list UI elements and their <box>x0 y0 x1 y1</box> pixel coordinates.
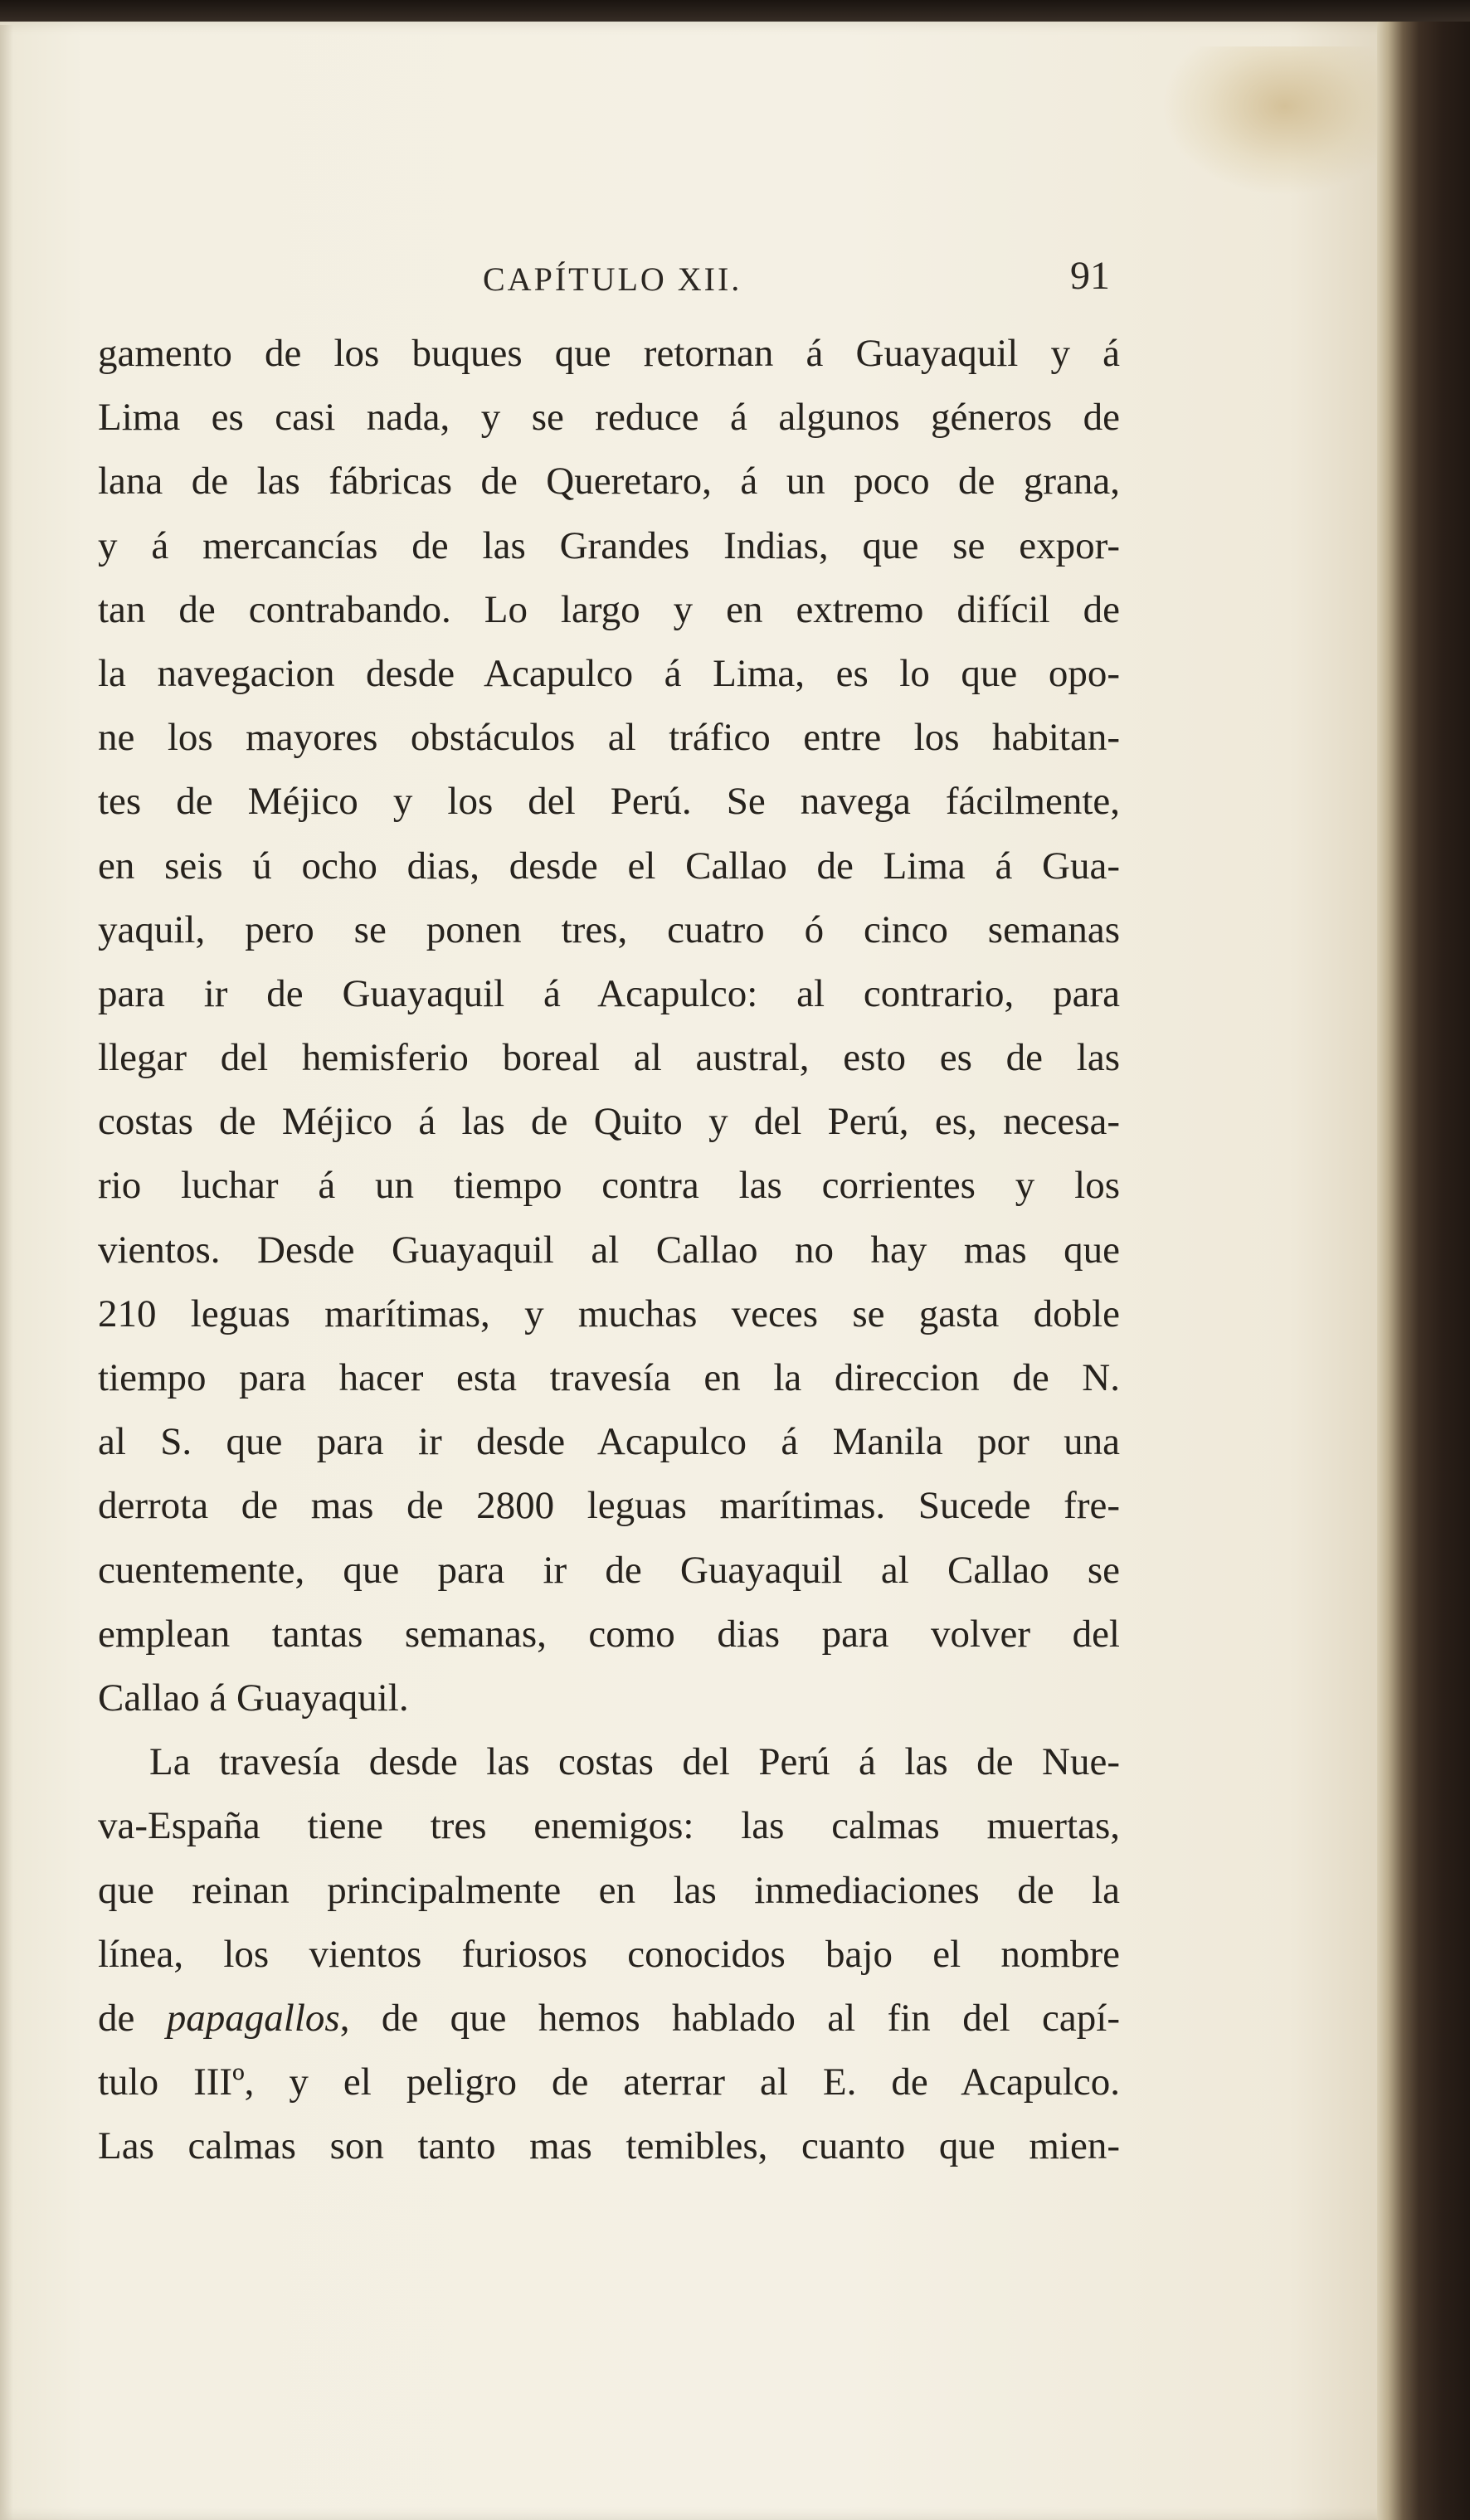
running-head <box>0 253 1470 303</box>
text-line-with-italic <box>98 1987 1120 2051</box>
text-line: va-España tiene tres enemigos: las calmas muertas, <box>98 1804 1120 1848</box>
text-line: emplean tantas semanas, como dias para volver del <box>98 1612 1120 1656</box>
text-line: gamento de los buques que retornan á Guayaquil y á <box>98 332 1120 375</box>
page-number: 91 <box>1070 254 1110 298</box>
text-line: tiempo para hacer esta travesía en la direccion de N. <box>98 1356 1120 1399</box>
text-line: derrota de mas de 2800 leguas marítimas. Sucede fre- <box>98 1484 1120 1528</box>
text-line: vientos. Desde Guayaquil al Callao no hay mas que <box>98 1228 1120 1272</box>
text-line: Lima es casi nada, y se reduce á algunos géneros de <box>98 396 1120 440</box>
text-segment: de <box>98 1996 167 2040</box>
text-line: línea, los vientos furiosos conocidos bajo el nombre <box>98 1932 1120 1976</box>
text-line: Callao á Guayaquil. <box>98 1676 409 1720</box>
text-line: tan de contrabando. Lo largo y en extremo difícil de <box>98 587 1120 631</box>
text-segment: , de que hemos hablado al fin del capí- <box>339 1996 1120 2040</box>
text-line: al S. que para ir desde Acapulco á Manila por una <box>98 1420 1120 1464</box>
text-line: que reinan principalmente en las inmediaciones de la <box>98 1868 1120 1912</box>
text-line: llegar del hemisferio boreal al austral, esto es de las <box>98 1036 1120 1080</box>
page-edge <box>0 25 13 2520</box>
text-line: tes de Méjico y los del Perú. Se navega fácilmente, <box>98 780 1120 824</box>
text-line: lana de las fábricas de Queretaro, á un poco de grana, <box>98 460 1120 504</box>
text-line: cuentemente, que para ir de Guayaquil al Callao se <box>98 1548 1120 1592</box>
text-line: rio luchar á un tiempo contra las corrientes y los <box>98 1164 1120 1208</box>
text-line: en seis ú ocho dias, desde el Callao de Lima á Gua- <box>98 844 1120 888</box>
text-line: costas de Méjico á las de Quito y del Perú, es, necesa- <box>98 1100 1120 1144</box>
text-line: La travesía desde las costas del Perú á las de Nue- <box>149 1740 1120 1784</box>
text-line: y á mercancías de las Grandes Indias, que se expor- <box>98 523 1120 567</box>
italic-term: papagallos <box>166 1996 340 2040</box>
text-line: 210 leguas marítimas, y muchas veces se gasta doble <box>98 1292 1120 1335</box>
page-stain <box>1161 46 1385 196</box>
text-line: Las calmas son tanto mas temibles, cuanto que mien- <box>98 2124 1120 2168</box>
text-line: para ir de Guayaquil á Acapulco: al contrario, para <box>98 971 1120 1015</box>
text-line: la navegacion desde Acapulco á Lima, es lo que opo- <box>98 651 1120 695</box>
body-text <box>98 322 1120 2178</box>
text-line: tulo IIIº, y el peligro de aterrar al E. de Acapulco. <box>98 2060 1120 2104</box>
text-line: yaquil, pero se ponen tres, cuatro ó cinco semanas <box>98 907 1120 951</box>
book-binding <box>1377 22 1470 2520</box>
chapter-title: CAPÍTULO XII. <box>483 260 742 298</box>
text-line: ne los mayores obstáculos al tráfico entre los habitan- <box>98 716 1120 760</box>
